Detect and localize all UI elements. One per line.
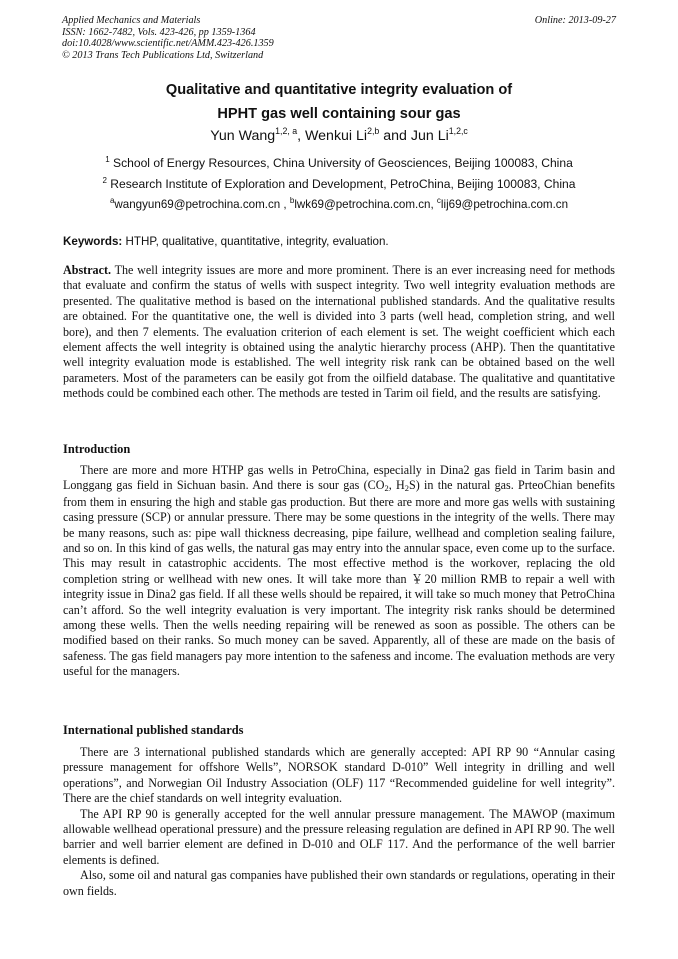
introduction-body [63,463,615,680]
email-mark: a [109,196,115,205]
author-affiliation-mark: 1,2,c [448,126,468,136]
online-date: Online: 2013-09-27 [534,15,616,26]
paragraph-text: , H [388,478,405,493]
section-heading-introduction: Introduction [63,442,131,456]
keywords-text: HTHP, qualitative, quantitative, integrity, evaluation. [122,235,389,248]
affiliation-text: Research Institute of Exploration and Development, PetroChina, Beijing 100083, China [106,177,576,191]
subscript: 2 [384,483,389,494]
abstract-text: The well integrity issues are more and more prominent. There is an ever increasing need for methods that evaluate and confirm the status of wells with suspect integrity. Two well integrity evaluation methods are presented. The qualitative method is based on the international published standards. And the qualitative results are obtained. For the quantitative one, the well is divided into 3 parts (well head, completion string, and well bore), and then 7 elements. The evaluation criterion of each element is set. The weight coefficient which each element affects the well integrity is obtained using the analytic hierarchy process (AHP). Then the quantitative well integrity evaluation mode is established. The well integrity risk rank can be obtained based on the well parameters. Most of the parameters can be easily got from the oilfield database. The qualitative and quantitative methods could be combined each other. The methods are tested in Tarim oil field, and the results are satisfying. [63,263,615,401]
section-heading-standards: International published standards [63,723,244,737]
author-list [0,128,678,144]
author-separator: and [379,128,411,144]
affiliation-mark: 2 [102,176,107,185]
paragraph [63,463,615,680]
title-line-1: Qualitative and quantitative integrity evaluation of [165,82,513,98]
email-link[interactable]: lij69@petrochina.com.cn [440,198,569,211]
issn-line: ISSN: 1662-7482, Vols. 423-426, pp 1359-1364 [62,26,256,38]
paragraph: The API RP 90 is generally accepted for the well annular pressure management. The MAWOP (maximum allowable wellhead operational pressure) and the pressure releasing regulation are defined in API RP 90. The well barrier and well barrier element are defined in D-010 and OLF 117. And the performance of the well barrier elements is defined. [63,806,615,867]
subscript: 2 [404,483,409,494]
author-affiliation-mark: 1,2, a [275,126,298,136]
affiliation-2 [0,177,678,191]
paragraph-text: S) in the natural gas. PrteoChian benefits from them in ensuring the high and stable gas production. But there are more and more gas wells with sustaining casing pressure (SCP) or annular pressure. There may be some questions in the integrity of the wells. There may be many reasons, such as: pipe wall thickness decreasing, pipe failure, wellhead and completion sealing failure, and so on. In this kind of gas wells, the natural gas may entry into the annular space, even come up to the surface. This may result in catastrophic accidents. The most effective method is the workover, replacing the old completion string or wellhead with new ones. It will take more than ￥20 million RMB to repair a well with integrity issue in Dina2 gas field. If all these wells should be repaired, it will take so much money that PetroChina can’t afford. So the well integrity evaluation is very important. The integrity risk ranks should be determined among these wells. Then the wells needing repairing will be renewed as soon as possible. The others can be modified based on their ranks. So much money can be saved. Apparently, all of these are made on the basis of safeness. The gas field managers pay more intention to the safeness and income. The evaluation methods are very useful for the managers. [63,478,616,679]
affiliation-text: School of Energy Resources, China University of Geosciences, Beijing 100083, China [109,156,573,170]
abstract [63,263,615,402]
title-line-2: HPHT gas well containing sour gas [217,106,461,122]
keywords [63,235,618,248]
email-mark: b [289,196,295,205]
paragraph: There are 3 international published standards which are generally accepted: API RP 90 “Annular casing pressure management for offshore Wells”, NORSOK standard D-010” Well integrity in drilling and well operations”, and Norwegian Oil Industry Association (OLF) 117 “Recommended guideline for well integrity”. There are the chief standards on well integrity evaluation. [63,745,615,806]
paragraph-text: There are more and more HTHP gas wells in PetroChina, especially in Dina2 gas field in Tarim basin and Longgang gas field in Sichuan basin. And there is sour gas (CO [63,463,615,493]
standards-body [63,745,615,899]
affiliation-1 [0,156,678,170]
journal-header [62,15,502,61]
author-affiliation-mark: 2,b [367,126,380,136]
doi-line: doi:10.4028/www.scientific.net/AMM.423-426.1359 [62,38,274,49]
author-name: Jun Li [410,128,449,144]
email-mark: c [436,196,441,205]
affiliation-mark: 1 [105,155,110,164]
paragraph: Also, some oil and natural gas companies have published their own standards or regulations, operating in their own fields. [63,868,615,898]
email-link[interactable]: lwk69@petrochina.com.cn, [294,198,437,211]
author-separator: , [297,128,306,144]
email-link[interactable]: wangyun69@petrochina.com.cn , [114,198,290,211]
journal-name: Applied Mechanics and Materials [62,15,201,26]
abstract-label: Abstract. [63,263,112,277]
copyright-line: © 2013 Trans Tech Publications Ltd, Switzerland [62,49,264,61]
author-emails [0,198,678,211]
keywords-label: Keywords: [63,235,123,248]
author-name: Wenkui Li [305,128,368,144]
author-name: Yun Wang [210,128,276,144]
